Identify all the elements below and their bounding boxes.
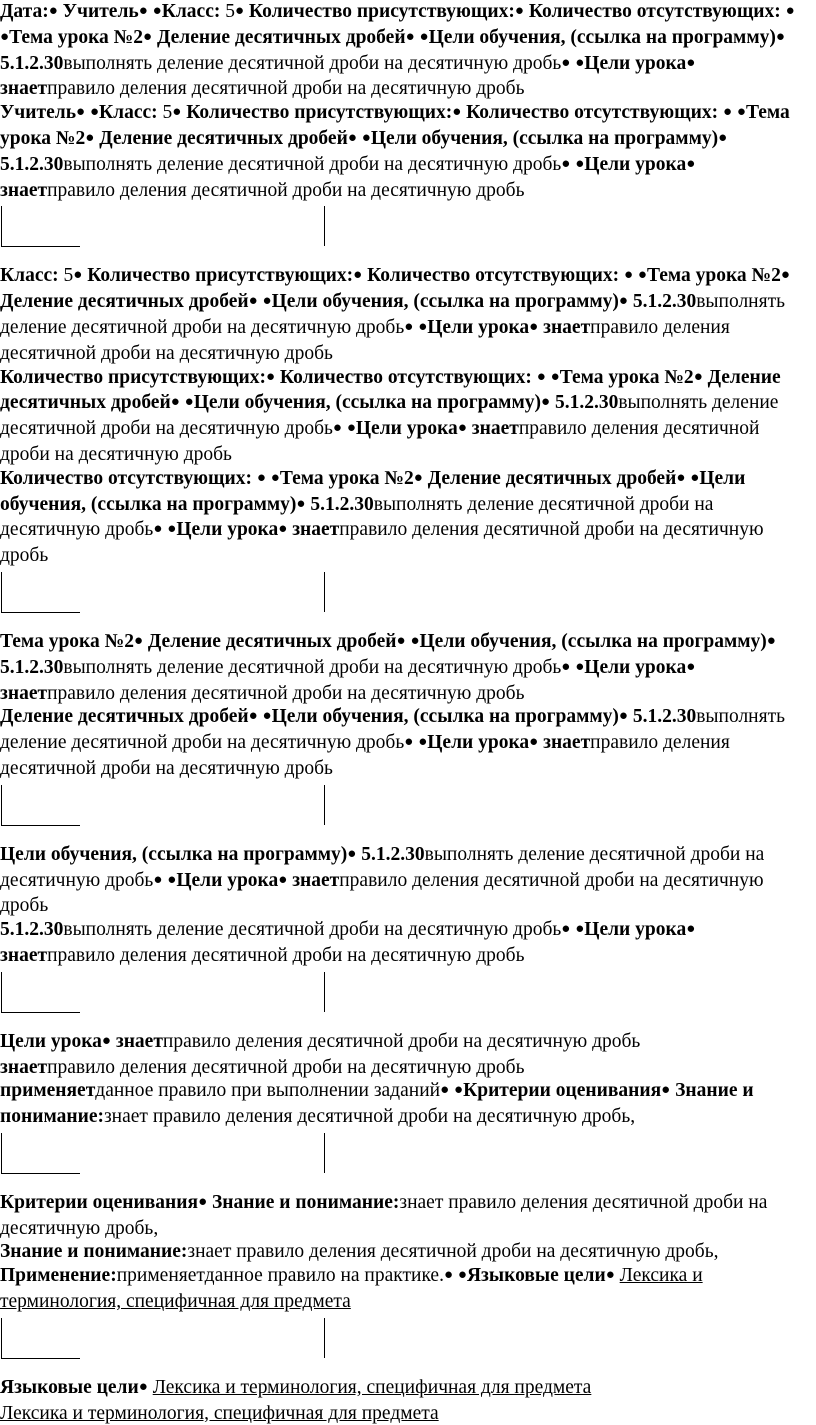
text-run: знает	[0, 179, 48, 201]
bullet-icon: ●	[575, 155, 585, 172]
text-run: знает	[287, 519, 340, 541]
text-run: 5.1.2.30	[305, 493, 374, 515]
bullet-icon: ●	[661, 1082, 671, 1099]
bullet-icon: ●	[0, 28, 10, 45]
bullet-icon: ●	[618, 293, 628, 310]
bullet-icon: ●	[550, 368, 560, 385]
bullet-icon: ●	[184, 394, 194, 411]
bullet-icon: ●	[153, 871, 163, 888]
text-run: Тема урока №2	[0, 630, 134, 652]
bullet-icon: ●	[256, 469, 266, 486]
text-run: 5.1.2.30	[356, 843, 425, 865]
text-run: выполнять деление десятичной дроби на десятичную дробь	[63, 153, 562, 175]
bullet-icon: ●	[153, 521, 163, 538]
bullet-icon: ●	[133, 632, 144, 649]
text-run: Цели урока	[355, 418, 458, 440]
bullet-icon: ●	[405, 28, 415, 45]
paragraph	[0, 1240, 810, 1264]
bullet-icon: ●	[766, 632, 776, 649]
bullet-icon: ●	[101, 1032, 111, 1049]
paragraph	[0, 1030, 810, 1056]
text-run: Языковые цели	[466, 1265, 606, 1287]
text-run: применяет	[0, 1080, 96, 1102]
text-run: Тема урока №2	[0, 102, 790, 149]
text-run: Знание и понимание:	[207, 1191, 400, 1213]
text-run: Цели обучения, (ссылка на программу)	[428, 26, 776, 48]
text-run: Количество отсутствующих:	[0, 467, 257, 489]
bullet-icon: ●	[618, 708, 628, 725]
bullet-icon: ●	[262, 708, 272, 725]
text-run: знает	[0, 682, 48, 704]
bullet-icon: ●	[452, 104, 462, 121]
text-run: Цели урока	[584, 656, 687, 678]
text-run	[258, 291, 263, 312]
bullet-icon: ●	[575, 658, 585, 675]
text-run: выполнять деление десятичной дроби на десятичную дробь	[0, 291, 786, 338]
text-run: Цели урока	[584, 52, 687, 74]
bullet-icon: ●	[410, 632, 420, 649]
bullet-icon: ●	[690, 469, 700, 486]
bullet-icon: ●	[167, 521, 177, 538]
text-run: 5	[225, 1, 235, 22]
bullet-icon: ●	[686, 921, 696, 938]
frame-corner	[1, 972, 80, 1013]
bullet-icon: ●	[676, 469, 686, 486]
text-run: Цели обучения, (ссылка на программу)	[0, 467, 746, 515]
separator-frame	[0, 1133, 810, 1185]
text-run: Количество отсутствующих:	[362, 265, 624, 287]
text-run: выполнять деление десятичной дроби на десятичную дробь	[0, 493, 714, 541]
text-run: Количество присутствующих:	[0, 366, 266, 388]
text-run: Деление десятичных дробей	[94, 127, 348, 149]
text-run: Количество отсутствующих:	[461, 102, 723, 124]
paragraph	[0, 1402, 810, 1425]
text-run: Количество присутствующих:	[181, 102, 453, 124]
text-run: знает правило деления десятичной дроби на десятичную дробь,	[0, 1191, 768, 1239]
text-run: Знание и понимание:	[0, 1241, 188, 1263]
text-run: Деление десятичных дробей	[0, 706, 249, 728]
text-run: Количество отсутствующих:	[275, 366, 537, 388]
paragraph	[0, 101, 810, 202]
bullet-icon: ●	[561, 921, 571, 938]
text-run: Цели обучения, (ссылка на программу)	[193, 392, 541, 414]
text-run: выполнять деление десятичной дроби на десятичную дробь	[0, 843, 765, 891]
bullet-icon: ●	[404, 318, 414, 335]
paragraph	[0, 0, 810, 101]
bullet-icon: ●	[332, 420, 342, 437]
bullet-icon: ●	[623, 267, 633, 284]
text-run: Критерии оценивания	[463, 1080, 662, 1102]
underlined-text: Лексика и терминология, специфичная для предмета	[152, 1376, 592, 1398]
text-run: Критерии оценивания	[0, 1191, 199, 1213]
separator-frame	[0, 572, 810, 624]
paragraph	[0, 264, 810, 365]
bullet-icon: ●	[440, 1082, 450, 1099]
text-run: 5.1.2.30	[550, 392, 619, 414]
bullet-icon: ●	[637, 267, 647, 284]
frame-corner	[1, 785, 80, 826]
frame-corner	[1, 1133, 80, 1174]
bullet-icon: ●	[89, 104, 100, 121]
text-run: правило деления десятичной дроби на десятичную дробь	[47, 682, 525, 704]
text-run: 5.1.2.30	[627, 291, 697, 313]
text-run: Деление десятичных дробей	[0, 366, 781, 414]
text-run: Тема урока №2	[646, 265, 781, 287]
text-run: Цели урока	[584, 153, 687, 175]
text-run: Цели обучения, (ссылка на программу)	[419, 630, 767, 652]
bullet-icon: ●	[561, 155, 571, 172]
bullet-icon: ●	[693, 368, 703, 385]
text-run: Учитель	[0, 102, 77, 124]
bullet-icon: ●	[353, 267, 363, 284]
frame-vertical-line	[324, 206, 325, 246]
bullet-icon: ●	[722, 104, 733, 121]
text-run: 5.1.2.30	[627, 706, 697, 728]
underlined-text: Лексика и терминология, специфичная для предмета	[0, 1265, 703, 1313]
text-run	[546, 367, 551, 388]
bullet-icon: ●	[529, 734, 539, 751]
bullet-icon: ●	[686, 54, 696, 71]
bullet-icon: ●	[780, 267, 790, 284]
text-run: Знание и понимание:	[0, 1080, 754, 1128]
frame-corner	[1, 572, 80, 613]
text-run: правило деления десятичной дроби на десятичную дробь	[47, 78, 525, 100]
bullet-icon: ●	[138, 3, 148, 19]
bullet-icon: ●	[143, 28, 153, 45]
bullet-icon: ●	[686, 155, 696, 172]
text-run: правило деления десятичной дроби на десятичную дробь	[47, 1056, 525, 1078]
text-run: Цели обучения, (ссылка на программу)	[271, 291, 619, 313]
paragraph	[0, 1079, 810, 1129]
bullet-icon: ●	[270, 469, 280, 486]
text-run: выполнять деление десятичной дроби на десятичную дробь	[63, 919, 562, 941]
bullet-icon: ●	[73, 267, 83, 284]
bullet-icon: ●	[561, 54, 571, 71]
frame-corner	[1, 1318, 80, 1359]
bullet-icon: ●	[575, 921, 585, 938]
bullet-icon: ●	[234, 3, 245, 19]
text-run: Деление десятичных дробей	[152, 26, 406, 48]
bullet-icon: ●	[346, 420, 356, 437]
bullet-icon: ●	[454, 1082, 464, 1099]
text-run	[148, 1, 153, 22]
bullet-icon: ●	[248, 293, 258, 310]
text-run: Цели урока	[176, 519, 279, 541]
text-run: данное правило при выполнении заданий	[95, 1080, 441, 1102]
text-run: правило деления десятичной дроби на десятичную дробь	[0, 519, 764, 567]
text-run: знает	[0, 1056, 48, 1078]
bullet-icon: ●	[361, 129, 371, 146]
paragraph	[0, 366, 810, 467]
text-run: выполнять деление десятичной дроби на десятичную дробь	[63, 52, 562, 74]
text-run: Цели урока	[176, 869, 279, 891]
text-run: Количество присутствующих:	[244, 1, 515, 22]
text-run: Тема урока №2	[559, 366, 694, 388]
text-run: Деление десятичных дробей	[143, 630, 397, 652]
bullet-icon: ●	[85, 129, 95, 146]
bullet-icon: ●	[262, 293, 272, 310]
text-run: Количество присутствующих:	[82, 265, 354, 287]
text-run: правило деления десятичной дроби на десятичную дробь	[0, 418, 760, 465]
text-run: Класс:	[0, 265, 64, 287]
bullet-icon: ●	[514, 3, 524, 19]
bullet-icon: ●	[172, 104, 182, 121]
bullet-icon: ●	[265, 368, 276, 385]
bullet-icon: ●	[248, 708, 258, 725]
text-run: Класс:	[161, 1, 226, 22]
text-run: применяет	[116, 1265, 205, 1287]
text-run	[258, 706, 263, 727]
bullet-icon: ●	[785, 3, 795, 19]
text-run: Цели урока	[0, 1030, 102, 1052]
bullet-icon: ●	[396, 632, 406, 649]
bullet-icon: ●	[561, 658, 571, 675]
text-run: правило деления десятичной дроби на десятичную дробь	[47, 179, 525, 201]
text-run: правило деления десятичной дроби на десятичную дробь	[47, 944, 525, 966]
bullet-icon: ●	[413, 469, 423, 486]
text-run: Деление десятичных дробей	[422, 467, 677, 489]
text-run: правило деления десятичной дроби на десятичную дробь	[0, 732, 730, 779]
text-run: знает	[538, 316, 591, 338]
text-run: Цели обучения, (ссылка на программу)	[370, 127, 719, 149]
bullet-icon: ●	[278, 521, 288, 538]
text-run: правило деления десятичной дроби на десятичную дробь	[162, 1030, 641, 1052]
text-run: Класс:	[99, 102, 163, 124]
text-run: 5.1.2.30	[0, 52, 64, 74]
bullet-icon: ●	[167, 871, 177, 888]
bullet-icon: ●	[152, 3, 162, 19]
paragraph	[0, 630, 810, 705]
paragraph	[0, 1056, 810, 1080]
text-run: знает правило деления десятичной дроби на десятичную дробь,	[187, 1241, 719, 1263]
bullet-icon: ●	[736, 104, 746, 121]
bullet-icon: ●	[541, 394, 551, 411]
separator-frame	[0, 1318, 810, 1370]
bullet-icon: ●	[170, 394, 180, 411]
separator-frame	[0, 206, 810, 258]
text-run: знает правило деления десятичной дроби на десятичную дробь,	[103, 1106, 636, 1128]
text-run: Дата:	[0, 1, 49, 22]
bullet-icon: ●	[529, 318, 539, 335]
text-run: знает	[110, 1030, 163, 1052]
bullet-icon: ●	[443, 1267, 454, 1284]
text-run: 5.1.2.30	[0, 153, 64, 175]
frame-vertical-line	[324, 1133, 325, 1173]
text-run: знает	[0, 78, 48, 100]
text-run: выполнять деление десятичной дроби на десятичную дробь	[63, 656, 562, 678]
bullet-icon: ●	[48, 3, 58, 19]
frame-vertical-line	[324, 785, 325, 825]
bullet-icon: ●	[536, 368, 546, 385]
text-run: Применение:	[0, 1265, 117, 1287]
text-run: Цели урока	[427, 316, 530, 338]
text-run: 5	[63, 265, 74, 287]
frame-vertical-line	[324, 572, 325, 612]
frame-vertical-line	[324, 1318, 325, 1358]
bullet-icon: ●	[418, 734, 428, 751]
text-run: правило деления десятичной дроби на десятичную дробь	[0, 316, 730, 364]
underlined-text: Лексика и терминология, специфичная для предмета	[0, 1402, 439, 1424]
text-run: знает	[466, 418, 519, 440]
text-run: выполнять деление десятичной дроби на десятичную дробь	[0, 706, 786, 754]
text-run: 5	[162, 102, 173, 124]
bullet-icon: ●	[457, 1267, 467, 1284]
text-run: знает	[538, 732, 591, 754]
paragraph	[0, 1264, 810, 1314]
text-run: знает	[0, 944, 48, 966]
text-run	[180, 392, 185, 413]
text-run: правило деления десятичной дроби на десятичную дробь	[0, 869, 764, 917]
separator-frame	[0, 785, 810, 837]
frame-vertical-line	[324, 972, 325, 1012]
text-run: Языковые цели	[0, 1376, 139, 1398]
text-run	[415, 27, 420, 48]
bullet-icon: ●	[775, 28, 785, 45]
text-run: Количество отсутствующих:	[523, 1, 786, 22]
frame-corner	[1, 206, 80, 247]
bullet-icon: ●	[138, 1378, 148, 1395]
text-run: Цели урока	[584, 919, 687, 941]
bullet-icon: ●	[347, 129, 357, 146]
paragraph	[0, 1376, 810, 1402]
text-run: Тема урока №2	[279, 467, 414, 489]
bullet-icon: ●	[605, 1267, 615, 1284]
text-run: выполнять деление десятичной дроби на десятичную дробь	[0, 392, 779, 440]
paragraph	[0, 467, 810, 568]
bullet-icon: ●	[457, 420, 467, 437]
bullet-icon: ●	[575, 54, 585, 71]
text-run: Тема урока №2	[9, 26, 144, 48]
text-run: данное правило на практике.	[204, 1265, 444, 1287]
bullet-icon: ●	[296, 495, 306, 512]
bullet-icon: ●	[347, 845, 357, 862]
bullet-icon: ●	[198, 1193, 208, 1210]
paragraph	[0, 918, 810, 968]
paragraph	[0, 705, 810, 780]
text-run: Цели обучения, (ссылка на программу)	[271, 706, 619, 728]
bullet-icon: ●	[76, 104, 86, 121]
text-run: Учитель	[57, 1, 139, 22]
text-run: 5.1.2.30	[0, 656, 64, 678]
bullet-icon: ●	[718, 129, 728, 146]
text-run: Цели обучения, (ссылка на программу)	[0, 843, 348, 865]
text-run: Цели урока	[427, 732, 530, 754]
text-run: знает	[287, 869, 340, 891]
bullet-icon: ●	[278, 871, 288, 888]
bullet-icon: ●	[418, 318, 428, 335]
paragraph	[0, 1191, 810, 1241]
text-run: 5.1.2.30	[0, 919, 64, 941]
paragraph	[0, 843, 810, 918]
text-run: Деление десятичных дробей	[0, 291, 249, 313]
bullet-icon: ●	[419, 28, 429, 45]
bullet-icon: ●	[686, 658, 696, 675]
separator-frame	[0, 972, 810, 1024]
bullet-icon: ●	[404, 734, 414, 751]
